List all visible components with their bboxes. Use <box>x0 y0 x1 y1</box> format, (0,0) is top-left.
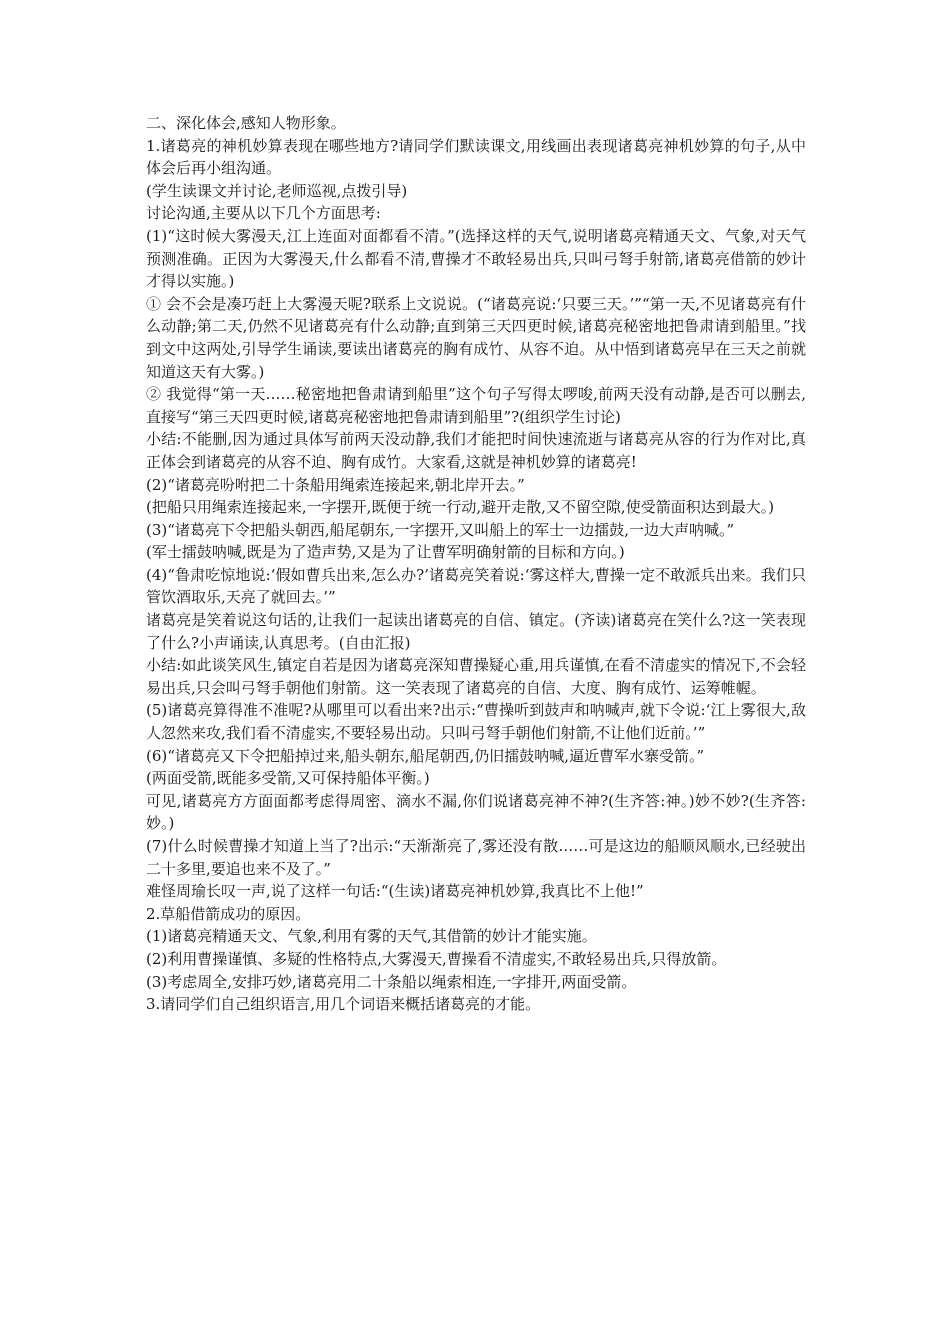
point-1-sub-1: ① 会不会是凑巧赶上大雾漫天呢?联系上文说说。(“诸葛亮说:‘只要三天。’”“第一天,不见诸葛亮有什么动静;第二天,仍然不见诸葛亮有什么动静;直到第三天四更时候,诸葛亮秘密地把鲁肃请到船里。”找到文中这两处,引导学生诵读,要读出诸葛亮的胸有成竹、从容不迫。从中悟到诸葛亮早在三天之前就知道这天有大雾。) <box>146 294 806 381</box>
activity-note: (学生读课文并讨论,老师巡视,点拨引导) <box>146 181 408 200</box>
point-1-sub-2: ② 我觉得“第一天……秘密地把鲁肃请到船里”这个句子写得太啰唆,前两天没有动静,是否可以删去,直接写“第三天四更时候,诸葛亮秘密地把鲁肃请到船里”?(组织学生讨论) <box>146 385 806 426</box>
point-4-discussion: 诸葛亮是笑着说这句话的,让我们一起读出诸葛亮的自信、镇定。(齐读)诸葛亮在笑什么?这一笑表现了什么?小声诵读,认真思考。(自由汇报) <box>146 611 806 652</box>
summary-2: 小结:如此谈笑风生,镇定自若是因为诸葛亮深知曹操疑心重,用兵谨慎,在看不清虚实的情况下,不会轻易出兵,只会叫弓弩手朝他们射箭。这一笑表现了诸葛亮的自信、大度、胸有成竹、运筹帷幄。 <box>146 656 806 697</box>
question-2: 2.草船借箭成功的原因。 <box>146 904 311 923</box>
point-2-note: (把船只用绳索连接起来,一字摆开,既便于统一行动,避开走散,又不留空隙,使受箭面积达到最大。) <box>146 498 775 517</box>
question-1: 1.诸葛亮的神机妙算表现在哪些地方?请同学们默读课文,用线画出表现诸葛亮神机妙算的句子,从中体会后再小组沟通。 <box>146 136 806 178</box>
point-3: (3)“诸葛亮下令把船头朝西,船尾朝东,一字摆开,又叫船上的军士一边擂鼓,一边大声呐喊。” <box>146 520 735 539</box>
point-6: (6)“诸葛亮又下令把船掉过来,船头朝东,船尾朝西,仍旧擂鼓呐喊,逼近曹军水寨受箭。” <box>146 746 705 765</box>
question-3: 3.请同学们自己组织语言,用几个词语来概括诸葛亮的才能。 <box>146 995 541 1014</box>
reason-1: (1)诸葛亮精通天文、气象,利用有雾的天气,其借箭的妙计才能实施。 <box>146 927 597 946</box>
point-3-note: (军士擂鼓呐喊,既是为了造声势,又是为了让曹军明确射箭的目标和方向。) <box>146 543 625 562</box>
point-2: (2)“诸葛亮吩咐把二十条船用绳索连接起来,朝北岸开去。” <box>146 475 525 494</box>
point-1: (1)“这时候大雾漫天,江上连面对面都看不清。”(选择这样的天气,说明诸葛亮精通天文、气象,对天气预测准确。正因为大雾漫天,什么都看不清,曹操才不敢轻易出兵,只叫弓弩手射箭,诸葛亮借箭的妙计才得以实施。) <box>146 226 806 291</box>
reason-2: (2)利用曹操谨慎、多疑的性格特点,大雾漫天,曹操看不清虚实,不敢轻易出兵,只得放箭。 <box>146 949 727 968</box>
point-7: (7)什么时候曹操才知道上当了?出示:“天渐渐亮了,雾还没有散……可是这边的船顺风顺水,已经驶出二十多里,要追也来不及了。” <box>146 837 806 878</box>
point-6-note: (两面受箭,既能多受箭,又可保持船体平衡。) <box>146 769 430 788</box>
discussion-intro: 讨论沟通,主要从以下几个方面思考: <box>146 204 381 223</box>
section-heading: 二、深化体会,感知人物形象。 <box>146 114 346 132</box>
document-body <box>146 112 806 1016</box>
point-4: (4)“鲁肃吃惊地说:‘假如曹兵出来,怎么办?’诸葛亮笑着说:‘雾这样大,曹操一定不敢派兵出来。我们只管饮酒取乐,天亮了就回去。’” <box>146 565 806 607</box>
reason-3: (3)考虑周全,安排巧妙,诸葛亮用二十条船以绳索相连,一字排开,两面受箭。 <box>146 972 637 991</box>
summary-1: 小结:不能删,因为通过具体写前两天没动静,我们才能把时间快速流逝与诸葛亮从容的行为作对比,真正体会到诸葛亮的从容不迫、胸有成竹。大家看,这就是神机妙算的诸葛亮! <box>146 430 806 471</box>
point-7-conclusion: 难怪周瑜长叹一声,说了这样一句话:“(生读)诸葛亮神机妙算,我真比不上他!” <box>146 882 644 901</box>
point-5: (5)诸葛亮算得准不准呢?从哪里可以看出来?出示:“曹操听到鼓声和呐喊声,就下令说:‘江上雾很大,敌人忽然来攻,我们看不清虚实,不要轻易出动。只叫弓弩手朝他们射箭,不让他们近前。’” <box>146 701 806 743</box>
point-6-discussion: 可见,诸葛亮方方面面都考虑得周密、滴水不漏,你们说诸葛亮神不神?(生齐答:神。)妙不妙?(生齐答:妙。) <box>146 791 806 833</box>
